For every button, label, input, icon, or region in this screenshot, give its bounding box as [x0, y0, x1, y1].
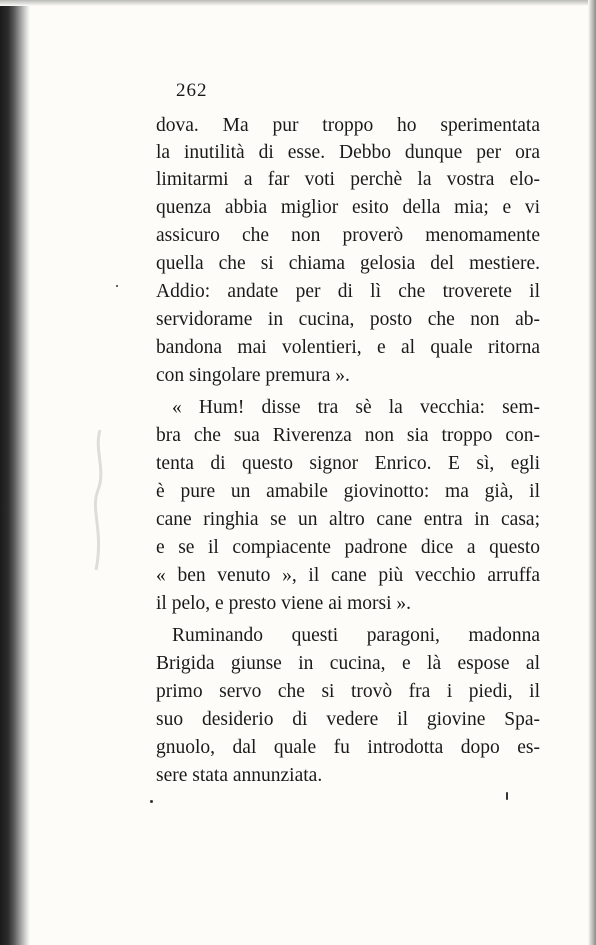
- text-line: bandona mai volentieri, e al quale ritorna: [156, 337, 540, 358]
- text-line: « Hum! disse tra sè la vecchia: sem-: [172, 397, 540, 418]
- text-line: quenza abbia miglior esito della mia; e vi: [156, 197, 540, 218]
- text-line: « ben venuto », il cane più vecchio arruffa: [156, 565, 540, 586]
- text-line: assicuro che non proverò menomamente: [156, 225, 540, 246]
- text-line: tenta di questo signor Enrico. E sì, egli: [156, 453, 540, 474]
- text-line: bra che sua Riverenza non sia troppo con-: [156, 425, 540, 446]
- text-line: la inutilità di esse. Debbo dunque per ora: [156, 142, 540, 163]
- text-line: gnuolo, dal quale fu introdotta dopo es-: [156, 737, 540, 758]
- ink-speck: [116, 285, 118, 287]
- text-line: Ruminando questi paragoni, madonna: [172, 625, 540, 646]
- ink-speck: [506, 792, 508, 800]
- text-line: servidorame in cucina, posto che non ab-: [156, 309, 540, 330]
- text-line: è pure un amabile giovinotto: ma già, il: [156, 481, 540, 502]
- text-line: sere stata annunziata.: [156, 765, 323, 786]
- text-line: e se il compiacente padrone dice a questo: [156, 537, 540, 558]
- text-line: Brigida giunse in cucina, e là espose al: [156, 653, 540, 674]
- text-line: dova. Ma pur troppo ho sperimentata: [156, 115, 540, 136]
- text-line: quella che si chiama gelosia del mestiere.: [156, 253, 540, 274]
- text-line: Addio: andate per di lì che troverete il: [156, 281, 540, 302]
- ink-speck: [150, 800, 153, 803]
- page-number: 262: [176, 80, 208, 101]
- text-line: suo desiderio di vedere il giovine Spa-: [156, 709, 540, 730]
- text-line: limitarmi a far voti perchè la vostra elo-: [156, 169, 540, 190]
- text-line: con singolare premura ».: [156, 365, 350, 386]
- text-line: il pelo, e presto viene ai morsi ».: [156, 593, 412, 614]
- text-line: primo servo che si trovò fra i piedi, il: [156, 681, 540, 702]
- text-line: cane ringhia se un altro cane entra in casa;: [156, 509, 540, 530]
